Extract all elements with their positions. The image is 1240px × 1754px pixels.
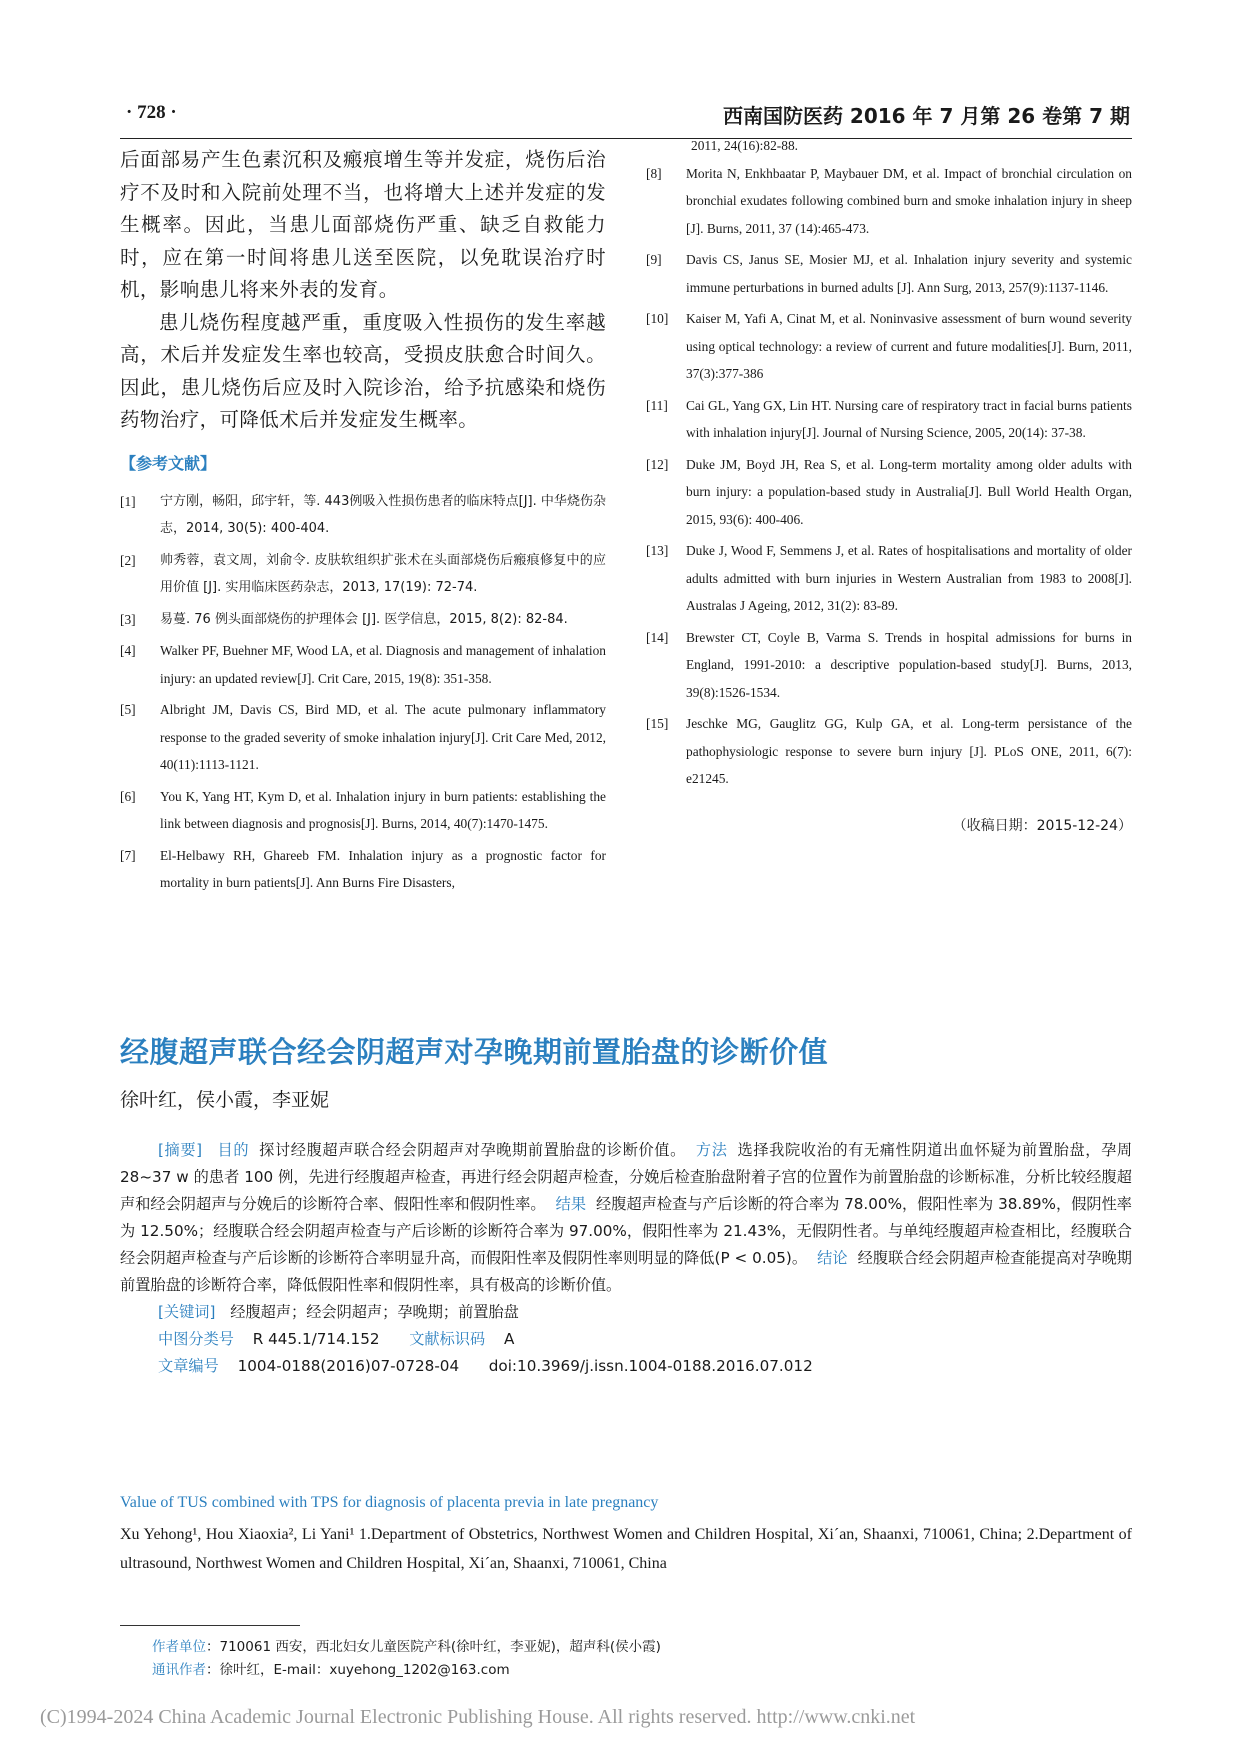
reference-number: [5] <box>120 702 136 717</box>
method-text: 选择我院收治的有无痛性阴道出血怀疑为前置胎盘，孕周 28~37 w 的患者 100 例，先进行经腹超声检查，再进行经会阴超声检查，分娩后检查胎盘附着子宫的位置作为前置胎盘的诊断标准，分析比较经腹超声和经会阴超声与分娩后的诊断符合率、假阳性率和假阴性率。 <box>120 1141 1133 1213</box>
reference-item <box>120 842 606 897</box>
corresponding-author: ：徐叶红，E-mail：xuyehong_1202@163.com <box>206 1662 510 1678</box>
purpose-text: 探讨经腹超声联合经会阴超声对孕晚期前置胎盘的诊断价值。 <box>259 1141 686 1159</box>
reference-text: Cai GL, Yang GX, Lin HT. Nursing care of respiratory tract in facial burns patients with inhalation injury[J]. Journal of Nursing Science, 2005, 20(14): 37-38. <box>686 397 1132 440</box>
conclusion-label: 结论 <box>817 1249 848 1267</box>
reference-number: [7] <box>120 847 136 863</box>
method-label: 方法 <box>695 1141 728 1159</box>
reference-7-continued: 2011, 24(16):82-88. <box>691 138 798 153</box>
article-title: 经腹超声联合经会阴超声对孕晚期前置胎盘的诊断价值 <box>120 1035 829 1069</box>
abstract-label: [摘要] <box>158 1141 203 1159</box>
reference-item <box>646 537 1132 620</box>
reference-text: 帅秀蓉，袁文周，刘俞令. 皮肤软组织扩张术在头面部烧伤后瘢痕修复中的应用价值 [J]. 实用临床医药杂志，2013, 17(19): 72-74. <box>160 552 606 595</box>
reference-number: [15] <box>646 716 669 731</box>
article-no-label: 文章编号 <box>158 1357 219 1375</box>
reference-text: Albright JM, Davis CS, Bird MD, et al. The acute pulmonary inflammatory response to the graded severity of smoke inhalation injury[J]. Crit Care Med, 2012, 40(11):1113-1121. <box>160 702 606 772</box>
reference-item <box>646 710 1132 793</box>
reference-item <box>120 488 606 543</box>
reference-item <box>120 783 606 838</box>
corresponding-label: 通讯作者 <box>152 1662 206 1678</box>
reference-text: El-Helbawy RH, Ghareeb FM. Inhalation injury as a prognostic factor for mortality in burn patients[J]. Ann Burns Fire Disasters, <box>160 847 606 890</box>
reference-number: [4] <box>120 643 136 658</box>
article-authors: 徐叶红，侯小霞，李亚妮 <box>120 1089 330 1111</box>
reference-text: 宁方刚，畅阳，邱宇轩，等. 443例吸入性损伤患者的临床特点[J]. 中华烧伤杂志，2014, 30(5): 400-404. <box>160 493 606 536</box>
reference-item <box>120 696 606 779</box>
article-number-line <box>158 1353 1132 1380</box>
reference-item <box>120 547 606 602</box>
author-unit-label: 作者单位 <box>152 1639 206 1655</box>
reference-text: Duke JM, Boyd JH, Rea S, et al. Long-term mortality among older adults with burn injury: a population-based study in Australia[J]. Bull World Health Organ, 2015, 93(6): 400-406. <box>686 456 1132 527</box>
reference-number: [13] <box>646 543 669 558</box>
english-title: Value of TUS combined with TPS for diagnosis of placenta previa in late pregnancy <box>120 1494 659 1511</box>
reference-list-left <box>120 488 606 897</box>
english-authors-affiliations: Xu Yehong¹, Hou Xiaoxia², Li Yani¹ 1.Department of Obstetrics, Northwest Women and Children Hospital, Xi´an, Shaanxi, 710061, China; 2.Department of ultrasound, Northwest Women and Children Hospital, Xi´an, Shaanxi, 710061, China <box>120 1526 1132 1572</box>
reference-text: Duke J, Wood F, Semmens J, et al. Rates of hospitalisations and mortality of older adults admitted with burn injuries in Western Australian from 1983 to 2008[J]. Australas J Ageing, 2012, 31(2): 83-89. <box>686 543 1132 613</box>
body-paragraph-1: 后面部易产生色素沉积及瘢痕增生等并发症，烧伤后治疗不及时和入院前处理不当，也将增大上述并发症的发生概率。因此，当患儿面部烧伤严重、缺乏自救能力时，应在第一时间将患儿送至医院，以免耽误治疗时机，影响患儿将来外表的发育。 <box>120 148 606 301</box>
english-abstract-header <box>120 1494 1132 1578</box>
author-unit: ：710061 西安，西北妇女儿童医院产科(徐叶红，李亚妮)，超声科(侯小霞) <box>206 1639 661 1655</box>
journal-issue: 西南国防医药 2016 年 7 月第 26 卷第 7 期 <box>722 104 1130 128</box>
reference-item <box>646 305 1132 388</box>
reference-text: Brewster CT, Coyle B, Varma S. Trends in hospital admissions for burns in England, 1991-2010: a descriptive population-based study[J]. Burns, 2013, 39(8):1526-1534. <box>686 629 1132 700</box>
reference-text: Morita N, Enkhbaatar P, Maybauer DM, et al. Impact of bronchial circulation on bronchial exudates following combined burn and smoke inhalation injury in sheep [J]. Burns, 2011, 37 (14):465-473. <box>686 165 1132 236</box>
keywords-label: [关键词] <box>158 1303 216 1321</box>
reference-text: 易蔓. 76 例头面部烧伤的护理体会 [J]. 医学信息，2015, 8(2): 82-84. <box>160 611 568 627</box>
keywords: 经腹超声；经会阴超声；孕晚期；前置胎盘 <box>230 1303 519 1321</box>
reference-number: [3] <box>120 611 136 627</box>
reference-number: [10] <box>646 311 669 326</box>
footnote <box>120 1625 1132 1682</box>
reference-text: Davis CS, Janus SE, Mosier MJ, et al. Inhalation injury severity and systemic immune perturbations in burned adults [J]. Ann Surg, 2013, 257(9):1137-1146. <box>686 252 1132 295</box>
keywords-line <box>158 1299 1132 1326</box>
reference-number: [12] <box>646 456 669 472</box>
reference-number: [8] <box>646 165 662 181</box>
reference-item <box>646 392 1132 447</box>
right-column <box>646 138 1132 835</box>
reference-text: Kaiser M, Yafi A, Cinat M, et al. Noninvasive assessment of burn wound severity using optical technology: a review of current and future modalities[J]. Burn, 2011, 37(3):377-386 <box>686 311 1132 381</box>
doi: doi:10.3969/j.issn.1004-0188.2016.07.012 <box>488 1357 813 1375</box>
corresponding-author-line <box>120 1659 1132 1682</box>
reference-item <box>646 451 1132 534</box>
reference-number: [11] <box>646 397 668 413</box>
copyright-watermark: (C)1994-2024 China Academic Journal Electronic Publishing House. All rights reserved. http://www.cnki.net <box>40 1706 916 1728</box>
page-number: · 728 · <box>126 102 177 123</box>
reference-text: Jeschke MG, Gauglitz GG, Kulp GA, et al. Long-term persistance of the pathophysiologic response to severe burn injury [J]. PLoS ONE, 2011, 6(7): e21245. <box>686 716 1132 786</box>
reference-number: [14] <box>646 629 669 645</box>
conclusion-text: 经腹联合经会阴超声检查能提高对孕晚期前置胎盘的诊断符合率，降低假阳性率和假阴性率，具有极高的诊断价值。 <box>120 1249 1132 1294</box>
reference-text: Walker PF, Buehner MF, Wood LA, et al. Diagnosis and management of inhalation injury: an updated review[J]. Crit Care, 2015, 19(8): 351-358. <box>160 643 606 686</box>
abstract <box>120 1137 1132 1380</box>
body-paragraph-2: 患儿烧伤程度越严重，重度吸入性损伤的发生率越高，术后并发症发生率也较高，受损皮肤愈合时间久。因此，患儿烧伤后应及时入院诊治，给予抗感染和烧伤药物治疗，可降低术后并发症发生概率。 <box>120 310 606 431</box>
reference-number: [1] <box>120 493 136 509</box>
reference-item <box>646 246 1132 301</box>
author-unit-line <box>120 1636 1132 1659</box>
reference-list-right <box>646 160 1132 793</box>
result-text: 经腹超声检查与产后诊断的符合率为 78.00%，假阳性率为 38.89%，假阴性率为 12.50%；经腹联合经会阴超声检查与产后诊断的诊断符合率为 97.00%，假阳性率为 21.43%，无假阴性者。与单纯经腹超声检查相比，经腹联合经会阴超声检查与产后诊断的诊断符合率明显升高，而假阳性率及假阴性率则明显的降低(P < 0.05)。 <box>120 1195 1132 1267</box>
doc-code-label: 文献标识码 <box>409 1330 486 1348</box>
doc-code-value: A <box>503 1330 515 1348</box>
purpose-label: 目的 <box>217 1141 250 1159</box>
article-header <box>120 1030 1132 1112</box>
left-column <box>120 144 606 901</box>
footnote-rule <box>120 1625 300 1626</box>
classification-line <box>158 1326 1132 1353</box>
references-heading: 【参考文献】 <box>120 453 217 473</box>
reference-number: [6] <box>120 788 136 804</box>
article-no-value: 1004-0188(2016)07-0728-04 <box>237 1357 460 1375</box>
clc-label: 中图分类号 <box>158 1330 234 1348</box>
received-date: （收稿日期：2015-12-24） <box>952 817 1132 834</box>
reference-number: [2] <box>120 552 136 568</box>
reference-item <box>646 624 1132 707</box>
reference-item <box>120 606 606 634</box>
reference-number: [9] <box>646 252 662 267</box>
reference-text: You K, Yang HT, Kym D, et al. Inhalation injury in burn patients: establishing the link between diagnosis and prognosis[J]. Burns, 2014, 40(7):1470-1475. <box>160 788 606 831</box>
reference-item <box>120 637 606 692</box>
clc-value: R 445.1/714.152 <box>252 1330 380 1348</box>
reference-item <box>646 160 1132 243</box>
result-label: 结果 <box>555 1195 587 1213</box>
